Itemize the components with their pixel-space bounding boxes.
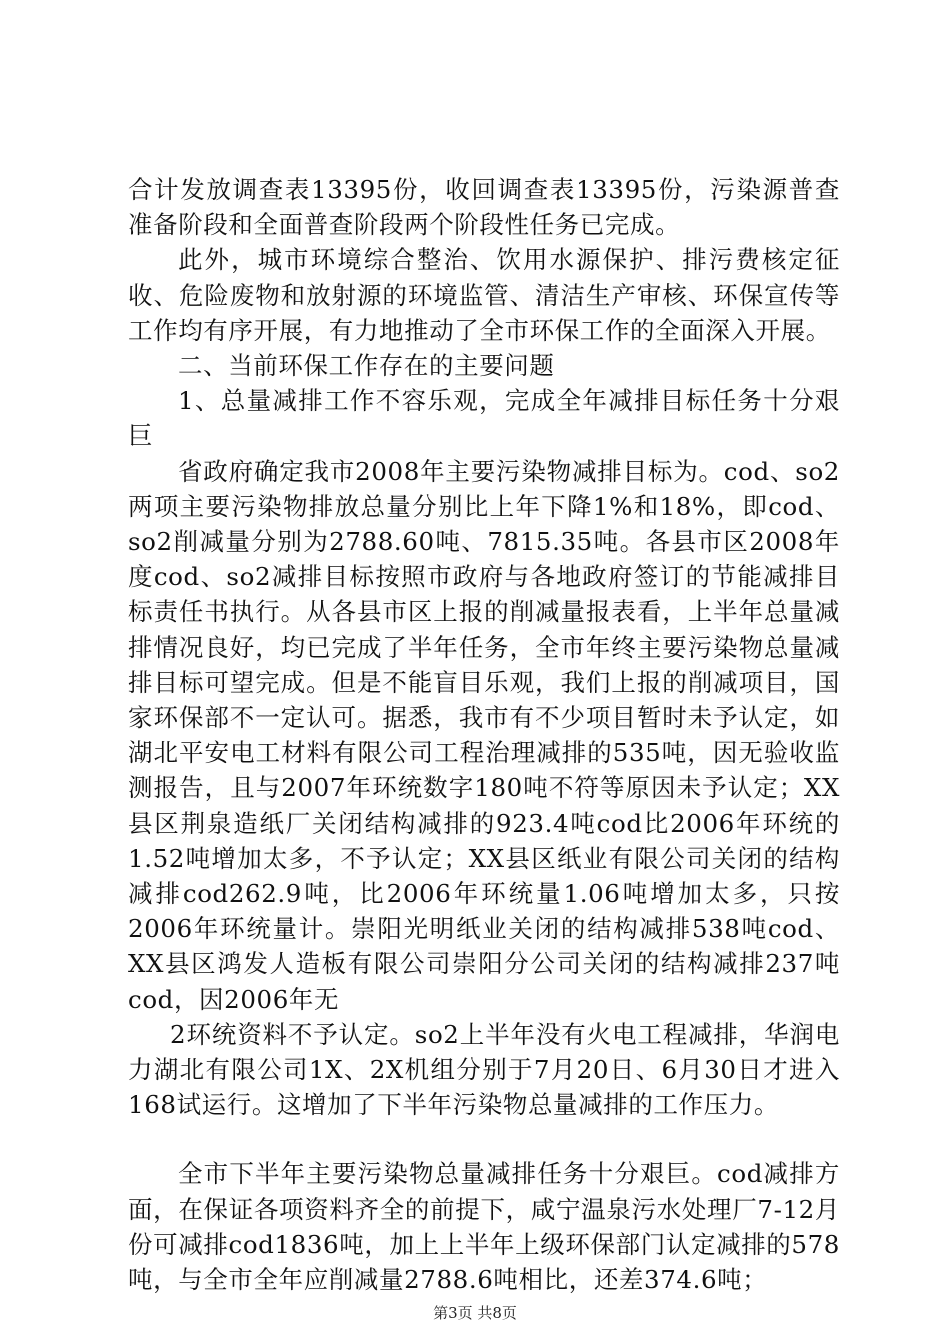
- subsection-heading: 1、总量减排工作不容乐观，完成全年减排目标任务十分艰巨: [128, 386, 840, 451]
- paragraph-gap: [128, 1122, 840, 1156]
- paragraph-4: 2环统资料不予认定。so2上半年没有火电工程减排，华润电力湖北有限公司1X、2X机组分别于7月20日、6月30日才进入168试运行。这增加了下半年污染物总量减排的工作压力。: [128, 1019, 840, 1120]
- page-number-footer: 第3页 共8页: [433, 1304, 517, 1322]
- document-body: [128, 172, 840, 1297]
- paragraph-2: 此外，城市环境综合整治、饮用水源保护、排污费核定征收、危险废物和放射源的环境监管、清洁生产审核、环保宣传等工作均有序开展，有力地推动了全市环保工作的全面深入开展。: [128, 245, 840, 345]
- paragraph-1: 合计发放调查表13395份，收回调查表13395份，污染源普查准备阶段和全面普查阶段两个阶段性任务已完成。: [128, 175, 840, 240]
- paragraph-5: 全市下半年主要污染物总量减排任务十分艰巨。cod减排方面，在保证各项资料齐全的前提下，咸宁温泉污水处理厂7-12月份可减排cod1836吨，加上上半年上级环保部门认定减排的578吨，与全市全年应削减量2788.6吨相比，还差374.6吨；: [128, 1159, 840, 1295]
- section-heading: 二、当前环保工作存在的主要问题: [178, 351, 555, 381]
- paragraph-3: 省政府确定我市2008年主要污染物减排目标为。cod、so2两项主要污染物排放总量分别比上年下降1%和18%，即cod、so2削减量分别为2788.60吨、7815.35吨。各县市区2008年度cod、so2减排目标按照市政府与各地政府签订的节能减排目标责任书执行。从各县市区上报的削减量报表看，上半年总量减排情况良好，均已完成了半年任务，全市年终主要污染物总量减排目标可望完成。但是不能盲目乐观，我们上报的削减项目，国家环保部不一定认可。据悉，我市有不少项目暂时未予认定，如湖北平安电工材料有限公司工程治理减排的535吨，因无验收监测报告，且与2007年环统数字180吨不符等原因未予认定；XX县区荆泉造纸厂关闭结构减排的923.4吨cod比2006年环统的1.52吨增加太多，不予认定；XX县区纸业有限公司关闭的结构减排cod262.9吨，比2006年环统量1.06吨增加太多，只按2006年环统量计。崇阳光明纸业关闭的结构减排538吨cod、XX县区鸿发人造板有限公司崇阳分公司关闭的结构减排237吨cod，因2006年无: [128, 456, 840, 1014]
